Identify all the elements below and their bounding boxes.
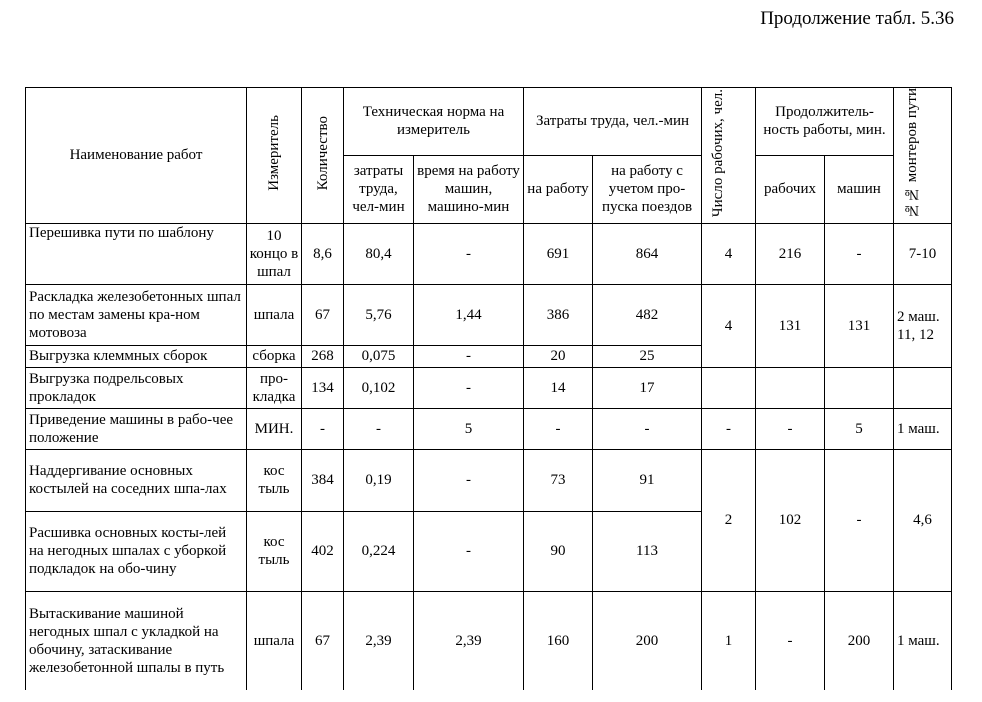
labor-work-cell: - xyxy=(524,408,593,449)
tech-labor-cell: 0,224 xyxy=(344,511,414,591)
tech-machine-cell: - xyxy=(414,511,524,591)
tech-labor-cell: 80,4 xyxy=(344,223,414,284)
table-row xyxy=(26,367,952,408)
labor-work-cell: 691 xyxy=(524,223,593,284)
tech-machine-cell: 5 xyxy=(414,408,524,449)
unit-cell: кос тыль xyxy=(247,449,302,511)
unit-cell: кос тыль xyxy=(247,511,302,591)
qty-cell: - xyxy=(302,408,344,449)
dur-machine-cell: 200 xyxy=(825,591,894,690)
fitters-cell xyxy=(894,367,952,408)
qty-cell: 384 xyxy=(302,449,344,511)
labor-work-cell: 90 xyxy=(524,511,593,591)
tech-labor-cell: 0,19 xyxy=(344,449,414,511)
tech-labor-cell: 0,102 xyxy=(344,367,414,408)
header-duration: Продолжитель-ность работы, мин. xyxy=(756,88,894,156)
table-row xyxy=(26,223,952,284)
dur-machine-cell xyxy=(825,367,894,408)
dur-workers-cell xyxy=(756,367,825,408)
dur-workers-cell: 216 xyxy=(756,223,825,284)
header-labor-trains: на работу с учетом про-пуска поездов xyxy=(593,155,702,223)
labor-trains-cell: - xyxy=(593,408,702,449)
dur-machine-cell: - xyxy=(825,449,894,591)
tech-machine-cell: 2,39 xyxy=(414,591,524,690)
tech-machine-cell: - xyxy=(414,367,524,408)
unit-cell: 10 концо в шпал xyxy=(247,223,302,284)
labor-work-cell: 386 xyxy=(524,284,593,345)
dur-machine-cell: - xyxy=(825,223,894,284)
header-labor: Затраты труда, чел.-мин xyxy=(524,88,702,156)
labor-work-cell: 20 xyxy=(524,345,593,367)
labor-trains-cell: 91 xyxy=(593,449,702,511)
header-workers: Число рабочих, чел. xyxy=(702,88,756,224)
fitters-cell: 1 маш. xyxy=(894,408,952,449)
tech-machine-cell: - xyxy=(414,449,524,511)
work-norms-table xyxy=(25,87,952,690)
tech-machine-cell: - xyxy=(414,223,524,284)
fitters-cell: 2 маш. 11, 12 xyxy=(894,284,952,367)
work-name: Выгрузка подрельсовых прокладок xyxy=(26,367,247,408)
tech-labor-cell: 2,39 xyxy=(344,591,414,690)
dur-machine-cell: 131 xyxy=(825,284,894,367)
labor-trains-cell: 864 xyxy=(593,223,702,284)
dur-workers-cell: 131 xyxy=(756,284,825,367)
table-caption: Продолжение табл. 5.36 xyxy=(760,8,954,29)
qty-cell: 67 xyxy=(302,284,344,345)
table-row xyxy=(26,284,952,345)
dur-machine-cell: 5 xyxy=(825,408,894,449)
header-tech-norm: Техническая норма на измеритель xyxy=(344,88,524,156)
fitters-cell: 4,6 xyxy=(894,449,952,591)
labor-trains-cell: 482 xyxy=(593,284,702,345)
unit-cell: про-кладка xyxy=(247,367,302,408)
qty-cell: 402 xyxy=(302,511,344,591)
work-name: Перешивка пути по шаблону xyxy=(26,223,247,284)
dur-workers-cell: - xyxy=(756,408,825,449)
unit-cell: сборка xyxy=(247,345,302,367)
dur-workers-cell: 102 xyxy=(756,449,825,591)
dur-workers-cell: - xyxy=(756,591,825,690)
header-tech-labor: затраты труда, чел-мин xyxy=(344,155,414,223)
labor-trains-cell: 25 xyxy=(593,345,702,367)
fitters-cell: 7-10 xyxy=(894,223,952,284)
work-name: Наддергивание основных костылей на соседних шпа-лах xyxy=(26,449,247,511)
header-qty: Количество xyxy=(302,88,344,224)
qty-cell: 134 xyxy=(302,367,344,408)
labor-trains-cell: 17 xyxy=(593,367,702,408)
workers-cell: 1 xyxy=(702,591,756,690)
workers-cell: 4 xyxy=(702,223,756,284)
tech-labor-cell: 5,76 xyxy=(344,284,414,345)
work-name: Вытаскивание машиной негодных шпал с укладкой на обочину, затаскивание железобетонной шпалы в путь xyxy=(26,591,247,690)
work-name: Выгрузка клеммных сборок xyxy=(26,345,247,367)
header-dur-workers: рабочих xyxy=(756,155,825,223)
labor-trains-cell: 113 xyxy=(593,511,702,591)
header-tech-machine: время на работу машин, машино-мин xyxy=(414,155,524,223)
tech-labor-cell: - xyxy=(344,408,414,449)
workers-cell: 4 xyxy=(702,284,756,367)
qty-cell: 8,6 xyxy=(302,223,344,284)
work-name: Приведение машины в рабо-чее положение xyxy=(26,408,247,449)
header-name: Наименование работ xyxy=(26,88,247,224)
workers-cell: 2 xyxy=(702,449,756,591)
table-row xyxy=(26,449,952,511)
header-labor-work: на работу xyxy=(524,155,593,223)
unit-cell: МИН. xyxy=(247,408,302,449)
tech-machine-cell: 1,44 xyxy=(414,284,524,345)
labor-trains-cell: 200 xyxy=(593,591,702,690)
tech-labor-cell: 0,075 xyxy=(344,345,414,367)
qty-cell: 268 xyxy=(302,345,344,367)
header-fitters: №№ монтеров пути xyxy=(894,88,952,224)
table-row xyxy=(26,408,952,449)
qty-cell: 67 xyxy=(302,591,344,690)
labor-work-cell: 160 xyxy=(524,591,593,690)
workers-cell xyxy=(702,367,756,408)
workers-cell: - xyxy=(702,408,756,449)
header-unit: Измеритель xyxy=(247,88,302,224)
work-name: Расшивка основных косты-лей на негодных шпалах с уборкой подкладок на обо-чину xyxy=(26,511,247,591)
labor-work-cell: 14 xyxy=(524,367,593,408)
unit-cell: шпала xyxy=(247,591,302,690)
labor-work-cell: 73 xyxy=(524,449,593,511)
table-row xyxy=(26,591,952,690)
header-dur-machine: машин xyxy=(825,155,894,223)
work-name: Раскладка железобетонных шпал по местам замены кра-ном мотовоза xyxy=(26,284,247,345)
tech-machine-cell: - xyxy=(414,345,524,367)
unit-cell: шпала xyxy=(247,284,302,345)
fitters-cell: 1 маш. xyxy=(894,591,952,690)
